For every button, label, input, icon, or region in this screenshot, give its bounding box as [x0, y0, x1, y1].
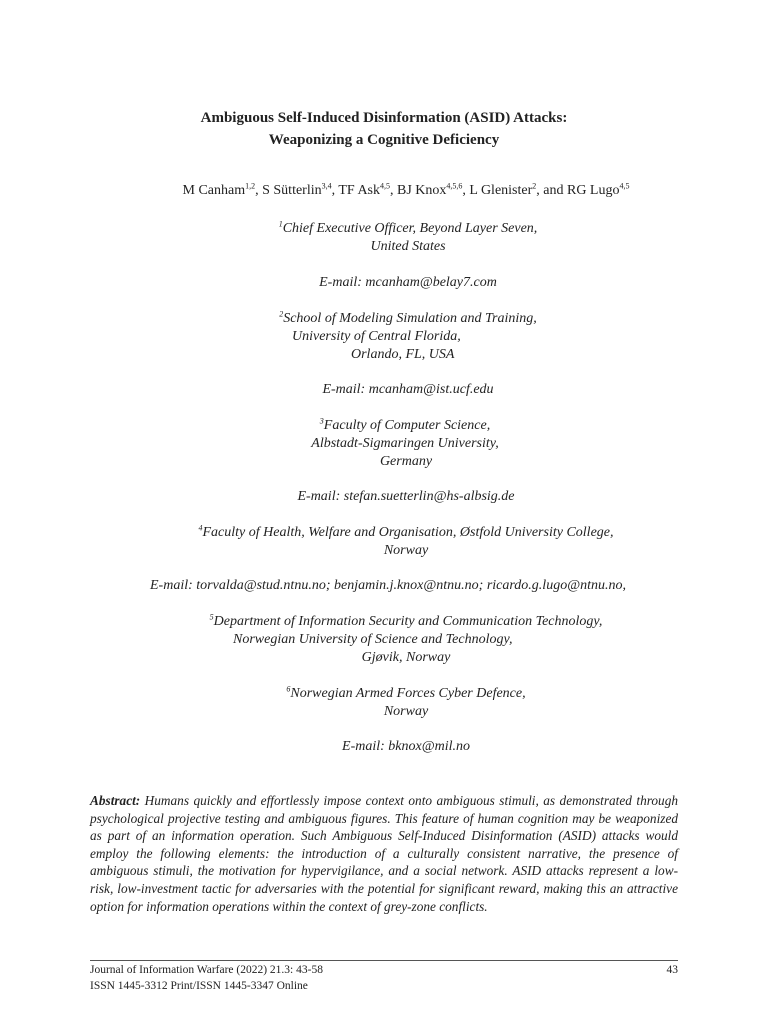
affiliation-4-line-1: [0, 524, 768, 542]
journal-citation: Journal of Information Warfare (2022) 21.3: 43-58: [90, 964, 323, 976]
author-separator: ,: [331, 183, 339, 198]
affiliation-3-email: E-mail: stefan.suetterlin@hs-albsig.de: [297, 489, 515, 504]
affiliation-5-line-1: [0, 613, 768, 631]
affiliation-4-line-2: Norway: [383, 543, 429, 558]
footer-issn: ISSN 1445-3312 Print/ISSN 1445-3347 Online: [90, 980, 308, 992]
paper-title-line-1: Ambiguous Self-Induced Disinformation (ASID) Attacks:: [200, 110, 568, 126]
affiliation-marker: 2: [279, 309, 284, 319]
affiliation-marker: 4: [198, 523, 203, 533]
affiliation-marker: 1: [278, 219, 283, 229]
author-affiliation-marker: 3,4: [321, 181, 332, 191]
abstract: [90, 792, 678, 915]
paper-title-line-2: Weaponizing a Cognitive Deficiency: [268, 132, 500, 148]
affiliation-1-line-1: [0, 220, 768, 238]
author-name: TF Ask: [338, 183, 380, 198]
affiliation-text: Chief Executive Officer, Beyond Layer Seven,: [282, 221, 538, 236]
author-affiliation-marker: 2: [532, 181, 537, 191]
affiliation-5-line-2: Norwegian University of Science and Technology,: [233, 632, 513, 647]
affiliation-5-line-3: Gjøvik, Norway: [361, 650, 451, 665]
author-separator: ,: [462, 183, 470, 198]
affiliation-4-email: E-mail: torvalda@stud.ntnu.no; benjamin.j.knox@ntnu.no; ricardo.g.lugo@ntnu.no,: [150, 578, 626, 593]
affiliation-text: Faculty of Computer Science,: [323, 418, 491, 433]
author-name: BJ Knox: [397, 183, 447, 198]
author-affiliation-marker: 4,5: [619, 181, 630, 191]
affiliation-1-email: E-mail: mcanham@belay7.com: [319, 275, 497, 290]
affiliation-2-line-3: Orlando, FL, USA: [351, 347, 455, 362]
affiliation-2-line-2: University of Central Florida,: [292, 329, 461, 344]
author-name: RG Lugo: [566, 183, 620, 198]
author-name: M Canham: [182, 183, 246, 198]
footer-divider: [90, 960, 678, 961]
affiliation-text: Department of Information Security and Communication Technology,: [213, 614, 603, 629]
footer-journal-line: [90, 964, 678, 976]
author-list: [0, 183, 768, 199]
affiliation-marker: 5: [209, 612, 214, 622]
affiliation-6-line-2: Norway: [383, 704, 429, 719]
affiliation-3-line-3: Germany: [379, 454, 433, 469]
affiliation-1-line-2: United States: [370, 239, 446, 254]
author-affiliation-marker: 4,5: [380, 181, 390, 191]
affiliation-2-email: E-mail: mcanham@ist.ucf.edu: [322, 382, 494, 397]
author-separator: ,: [255, 183, 263, 198]
author-affiliation-marker: 4,5,6: [446, 181, 463, 191]
affiliation-6-email: E-mail: bknox@mil.no: [342, 739, 470, 754]
author-name: L Glenister: [469, 183, 533, 198]
affiliation-text: Faculty of Health, Welfare and Organisation, Østfold University College,: [202, 525, 614, 540]
author-separator: ,: [390, 183, 397, 198]
author-affiliation-marker: 1,2: [245, 181, 256, 191]
abstract-label: Abstract:: [90, 793, 141, 808]
affiliation-6-line-1: [0, 685, 768, 703]
affiliation-2-line-1: [0, 310, 768, 328]
affiliation-3-line-2: Albstadt-Sigmaringen University,: [311, 436, 499, 451]
affiliation-text: School of Modeling Simulation and Training,: [283, 311, 537, 326]
author-name: S Sütterlin: [262, 183, 322, 198]
affiliation-3-line-1: [0, 417, 768, 435]
author-separator: , and: [536, 183, 567, 198]
affiliation-marker: 6: [286, 684, 291, 694]
affiliation-text: Norwegian Armed Forces Cyber Defence,: [290, 686, 526, 701]
page-number: 43: [666, 964, 678, 976]
abstract-text: Humans quickly and effortlessly impose context onto ambiguous stimuli, as demonstrated through psychological projective testing and ambiguous figures. This feature of human cognition may be weaponized as part of an information operation. Such Ambiguous Self-Induced Disinformation (ASID) attacks would employ the following elements: the introduction of a culturally consistent narrative, the presence of ambiguous stimuli, the motivation for hypervigilance, and a social network. ASID attacks represent a low-risk, low-investment tactic for adversaries with the potential for significant reward, making this an attractive option for information operations within the context of grey-zone conflicts.: [90, 793, 678, 914]
affiliation-marker: 3: [319, 416, 324, 426]
